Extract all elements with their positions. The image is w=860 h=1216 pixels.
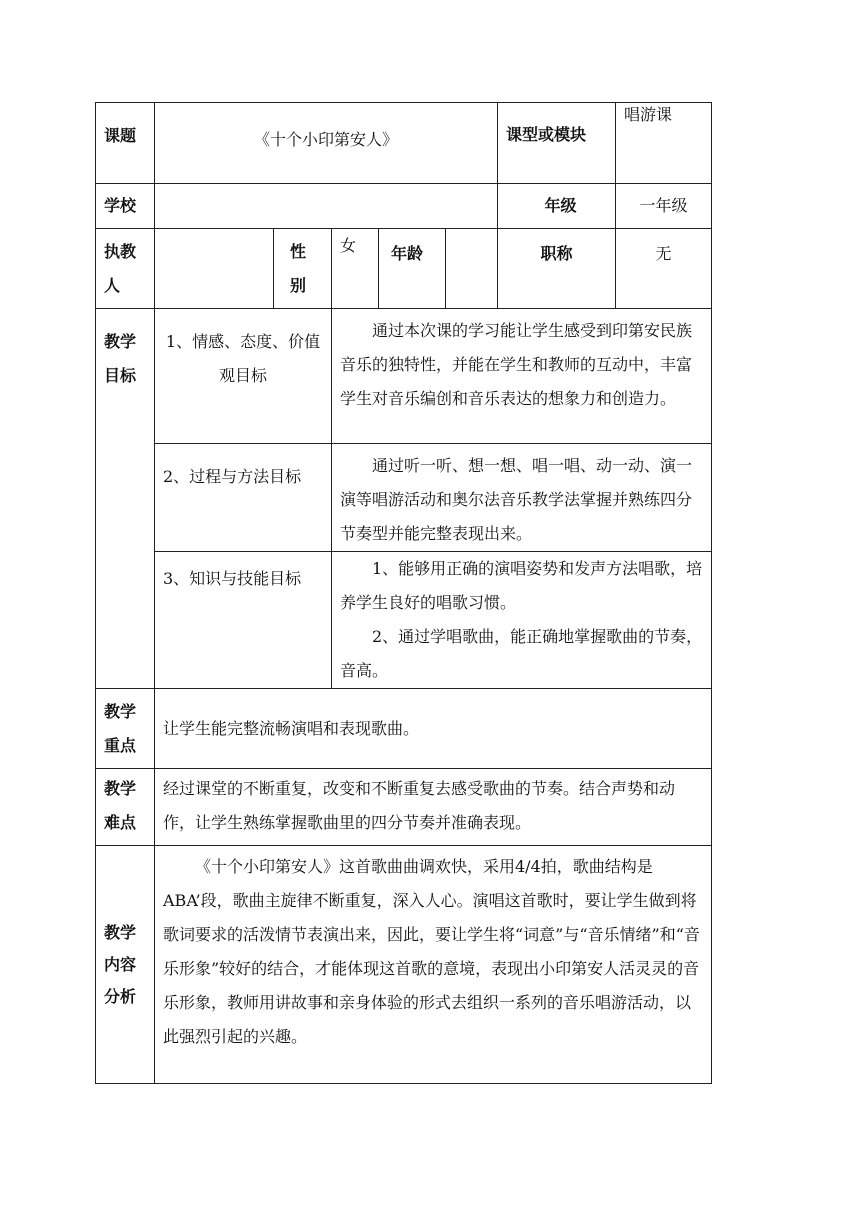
- school-value: [155, 184, 498, 229]
- objective-row-1: [96, 309, 712, 444]
- lesson-plan-table: [95, 102, 712, 1084]
- teacher-label: 执教人: [96, 229, 155, 309]
- age-value: [446, 229, 498, 309]
- objective-3-paragraph-2: 2、通过学唱歌曲，能正确地掌握歌曲的节奏，音高。: [340, 627, 703, 680]
- objectives-label: 教学目标: [96, 309, 155, 689]
- objective-1-name: 1、情感、态度、价值观目标: [155, 309, 332, 444]
- teacher-name-value: [155, 229, 274, 309]
- objective-2-content: [332, 444, 712, 552]
- course-type-label: 课型或模块: [498, 103, 616, 184]
- topic-label: 课题: [96, 103, 155, 184]
- objective-3-content: [332, 552, 712, 689]
- objective-1-content: [332, 309, 712, 444]
- school-label: 学校: [96, 184, 155, 229]
- objective-3-name: 3、知识与技能目标: [155, 552, 332, 689]
- objective-2-name: 2、过程与方法目标: [155, 444, 332, 552]
- grade-label: 年级: [498, 184, 616, 229]
- objective-row-3: [96, 552, 712, 689]
- objective-2-paragraph: 通过听一听、想一想、唱一唱、动一动、演一演等唱游活动和奥尔法音乐教学法掌握并熟练四分节奏型并能完整表现出来。: [340, 456, 693, 543]
- topic-value: 《十个小印第安人》: [155, 103, 498, 184]
- objective-3-paragraph-1: 1、能够用正确的演唱姿势和发声方法唱歌，培养学生良好的唱歌习惯。: [340, 559, 703, 612]
- grade-value: 一年级: [616, 184, 712, 229]
- objective-row-2: [96, 444, 712, 552]
- difficulties-value: 经过课堂的不断重复，改变和不断重复去感受歌曲的节奏。结合声势和动作，让学生熟练掌握歌曲里的四分节奏并准确表现。: [155, 769, 712, 846]
- analysis-row: [96, 846, 712, 1084]
- professional-title-label: 职称: [498, 229, 616, 309]
- course-type-value: 唱游课: [616, 103, 712, 184]
- gender-label: 性别: [274, 229, 332, 309]
- analysis-value: 《十个小印第安人》这首歌曲曲调欢快，采用4/4拍，歌曲结构是ABA’段，歌曲主旋律不断重复，深入人心。演唱这首歌时，要让学生做到将歌词要求的活泼情节表演出来，因此，要让学生将“词意”与“音乐情绪”和“音乐形象”较好的结合，才能体现这首歌的意境，表现出小印第安人活灵灵的音乐形象，教师用讲故事和亲身体验的形式去组织一系列的音乐唱游活动，以此强烈引起的兴趣。: [155, 846, 712, 1084]
- key-points-value: 让学生能完整流畅演唱和表现歌曲。: [155, 689, 712, 769]
- teacher-row: [96, 229, 712, 309]
- key-points-row: [96, 689, 712, 769]
- difficulties-label: 教学难点: [96, 769, 155, 846]
- difficulties-row: [96, 769, 712, 846]
- key-points-label: 教学重点: [96, 689, 155, 769]
- school-row: [96, 184, 712, 229]
- topic-row: [96, 103, 712, 184]
- age-label: 年龄: [379, 229, 446, 309]
- objective-1-paragraph: 通过本次课的学习能让学生感受到印第安民族音乐的独特性，并能在学生和教师的互动中，丰富学生对音乐编创和音乐表达的想象力和创造力。: [340, 321, 693, 408]
- analysis-label: 教学内容分析: [96, 846, 155, 1084]
- lesson-plan-page: [95, 102, 711, 1079]
- professional-title-value: 无: [616, 229, 712, 309]
- gender-value: 女: [332, 229, 379, 309]
